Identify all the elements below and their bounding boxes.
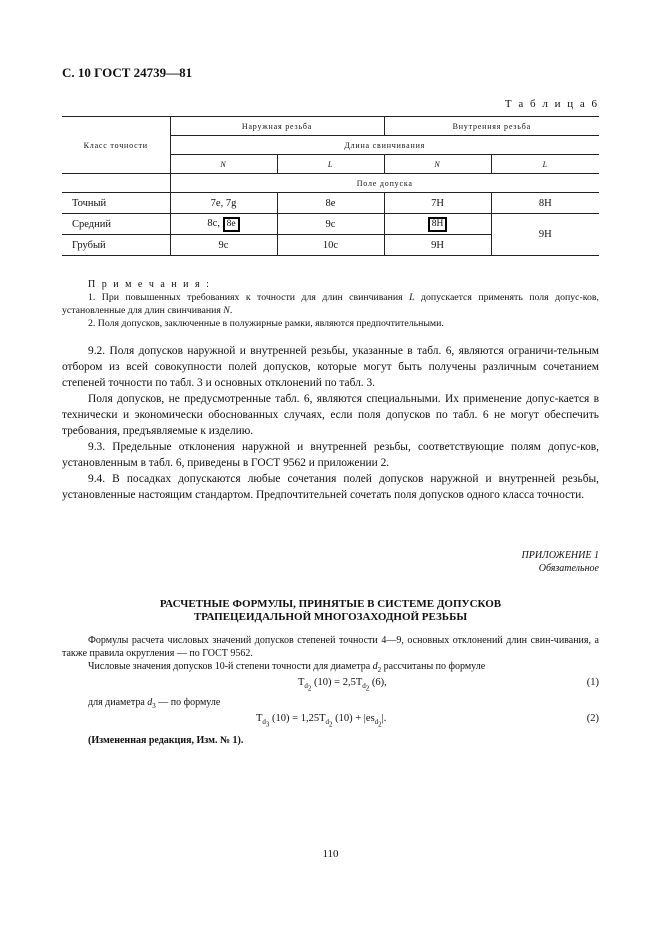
class-header-cell [62,117,170,174]
note-1: 1. При повышенных требованиях к точности для длин свинчивания L допускается применять поля допус-ков, установленные для длин свинчивания N. [62,292,599,316]
appendix-title-line-2: ТРАПЕЦЕИДАЛЬНОЙ МНОГОЗАХОДНОЙ РЕЗЬБЫ [193,611,468,623]
appendix-d2-line: Числовые значения допусков 10-й степени точности для диаметра $d_2$ рассчитаны по формуле [88,661,486,674]
row-rough-name: Грубый [62,235,170,256]
precise-ext-l: 8е [277,193,384,214]
row-medium-name: Средний [62,214,170,235]
formula-2: $T_{d_3}$ $(10) = 1,25T_{d_2}$ $(10) + |es_{d_2}|$. [256,713,387,729]
paragraph-9-4: 9.4. В посадках допускаются любые сочетания полей допусков наружной и внутренней резьбы, установленные настоящим стандартом. Предпочтительней сочетать поля допусков одного класса точности. [62,473,599,501]
precise-int-n: 7Н [384,193,491,214]
field-header: Поле допуска [170,174,599,193]
appendix-title-line-1: РАСЧЕТНЫЕ ФОРМУЛЫ, ПРИНЯТЫЕ В СИСТЕМЕ ДОПУСКОВ [159,598,502,610]
medium-ext-l: 9с [277,214,384,235]
paragraph-9-2: 9.2. Поля допусков наружной и внутренней резьбы, указанные в табл. 6, являются ограничи-тельным отбором из всей совокупности полей допусков, которые могут быть получены различным сочетанием степеней точности по табл. 3 и основных отклонений по табл. 3. [62,345,599,389]
notes-heading: П р и м е ч а н и я : [88,279,211,290]
precise-int-l: 8Н [491,193,599,214]
appendix-label: ПРИЛОЖЕНИЕ 1 [521,550,599,561]
appendix-intro: Формулы расчета числовых значений допусков степеней точности 4—9, основных отклонений длин свин-чивания, а также правила округления — по ГОСТ 9562. [62,635,599,659]
class-header: Класс точности [83,140,148,150]
medium-int-n [384,214,491,235]
table-caption: Т а б л и ц а 6 [504,98,599,110]
rough-ext-l: 10с [277,235,384,256]
appendix-label-block [522,549,600,575]
medium-ext-n-boxed: 8е [223,217,240,232]
page-header: С. 10 ГОСТ 24739—81 [62,65,193,80]
appendix-d3-line: для диаметра $d_3$ — по формуле [88,697,221,710]
appendix-title [62,598,599,624]
rough-int-n: 9Н [384,235,491,256]
rough-ext-n: 9с [170,235,277,256]
page-number: 110 [322,848,339,860]
formula-1: $T_{d_2}$ $(10) = 2,5T_{d_2}$ (6), [298,677,387,693]
blank-header-cell [62,174,170,193]
medium-int-n-boxed: 8Н [428,217,448,232]
internal-header: Внутренняя резьба [384,117,599,136]
tolerance-table [62,116,599,256]
external-header: Наружная резьба [170,117,384,136]
medium-ext-n [170,214,277,235]
precise-ext-n: 7е, 7g [170,193,277,214]
note-2: 2. Поля допусков, заключенные в полужирные рамки, являются предпочтительными. [88,318,444,329]
formula-1-number: (1) [586,677,599,688]
int-l-header: L [491,155,599,174]
row-precise-name: Точный [62,193,170,214]
int-n-header: N [384,155,491,174]
appendix-body [62,634,599,677]
paragraph-9-3: 9.3. Предельные отклонения наружной и внутренней резьбы, соответствующие полям допус-ков, установленным в табл. 6, приведены в ГОСТ 9562 и приложении 2. [62,441,599,469]
paragraph-9-2b: Поля допусков, не предусмотренные табл. 6, являются специальными. Их применение допус-кается в технически и экономически обоснованных случаях, если поля допусков по табл. 6 не могут обеспечить требования, предъявляемые к изделию. [62,393,599,437]
ext-l-header: L [277,155,384,174]
table-notes [62,278,599,330]
section-9-text [62,343,599,503]
formula-2-number: (2) [586,713,599,724]
appendix-status: Обязательное [538,563,599,574]
ext-n-header: N [170,155,277,174]
medium-ext-n-plain: 8с, [207,217,220,229]
medium-rough-int-l: 9Н [491,214,599,256]
length-header: Длина свинчивания [170,136,599,155]
amended-note: (Измененная редакция, Изм. № 1). [88,735,244,746]
